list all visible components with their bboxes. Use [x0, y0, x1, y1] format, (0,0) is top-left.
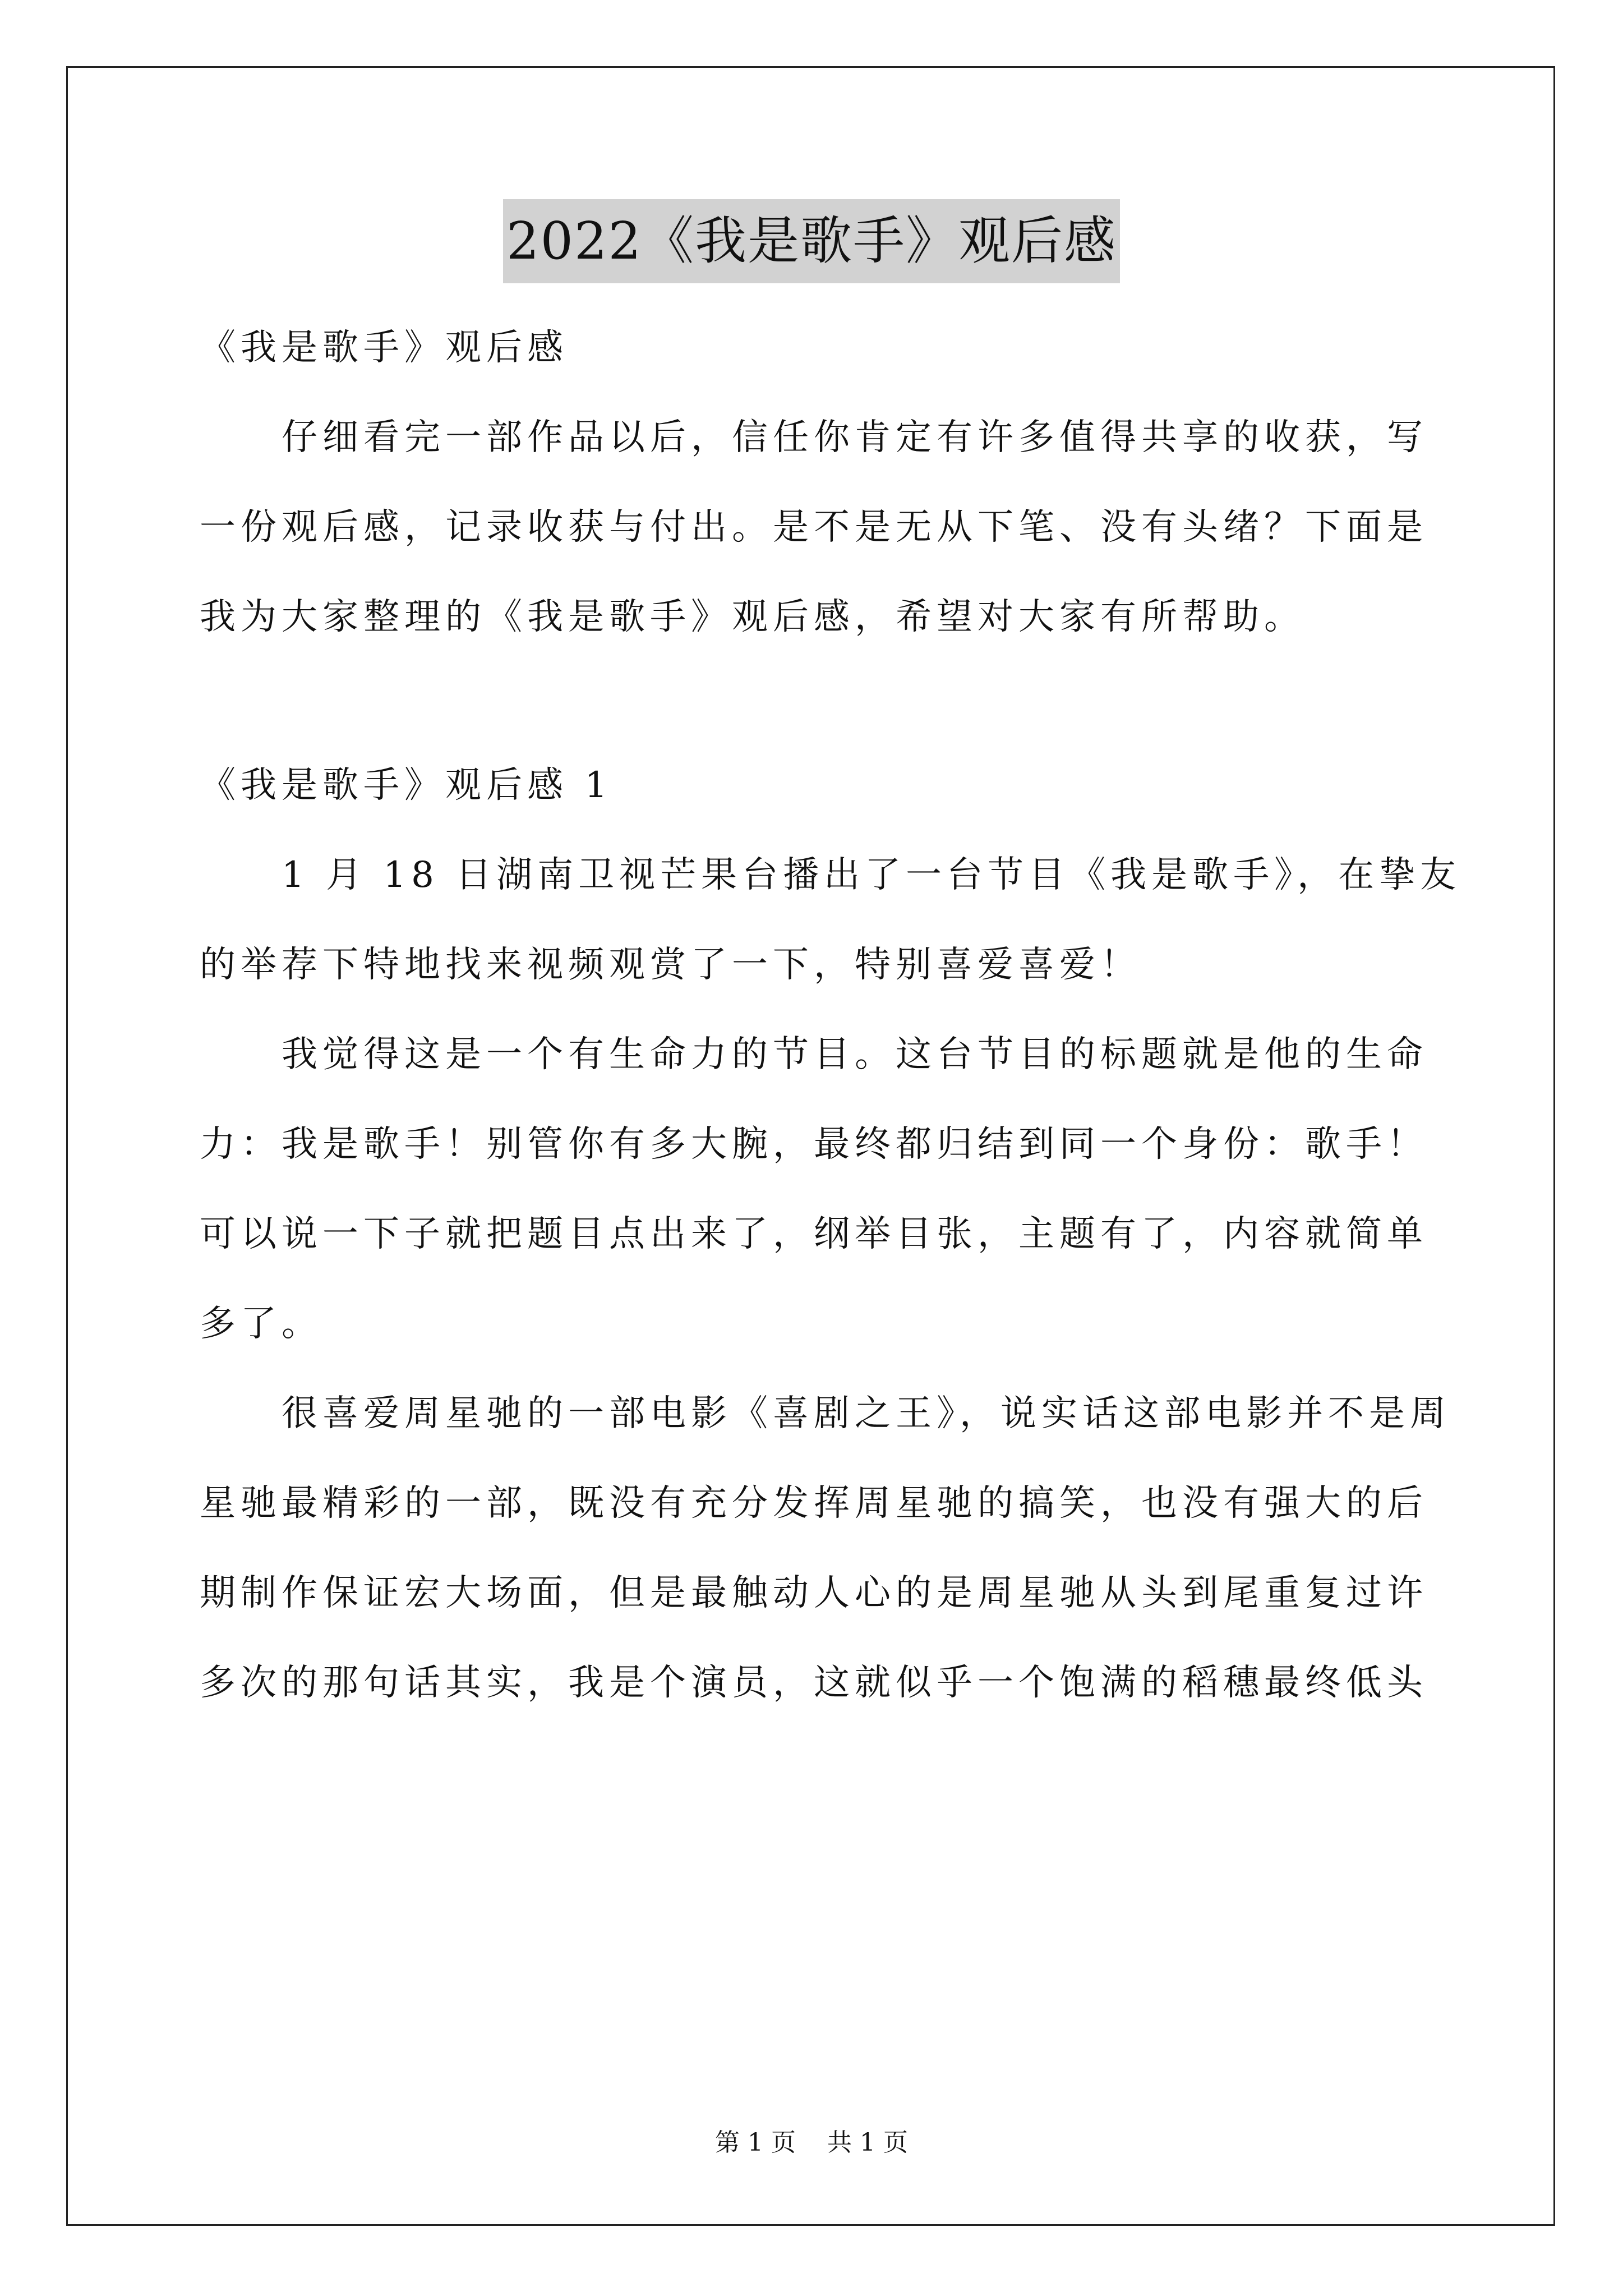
paragraph-line: 力：我是歌手！别管你有多大腕，最终都归结到同一个身份：歌手！ — [200, 1124, 1428, 1165]
paragraph-line: 我觉得这是一个有生命力的节目。这台节目的标题就是他的生命 — [282, 1034, 1428, 1075]
page-footer — [0, 2126, 1623, 2160]
intro-paragraph — [200, 393, 1428, 662]
subtitle: 《我是歌手》观后感 — [200, 327, 568, 369]
paragraph-line: 很喜爱周星驰的一部电影《喜剧之王》，说实话这部电影并不是周 — [282, 1393, 1451, 1434]
intro-line: 我为大家整理的《我是歌手》观后感，希望对大家有所帮助。 — [200, 596, 1305, 638]
page-total: 共 1 页 — [827, 2128, 908, 2157]
paragraph-1 — [200, 830, 1461, 1010]
paragraph-line: 可以说一下子就把题目点出来了，纲举目张，主题有了，内容就简单 — [200, 1213, 1428, 1255]
intro-line: 一份观后感，记录收获与付出。是不是无从下笔、没有头绪？下面是 — [200, 507, 1428, 548]
section-heading: 《我是歌手》观后感 1 — [200, 765, 613, 806]
title-container — [0, 199, 1623, 283]
document-body — [200, 303, 1461, 1728]
page-number: 第 1 页 — [715, 2128, 796, 2157]
intro-line: 仔细看完一部作品以后，信任你肯定有许多值得共享的收获，写 — [282, 417, 1428, 458]
paragraph-line: 期制作保证宏大场面，但是最触动人心的是周星驰从头到尾重复过许 — [200, 1572, 1428, 1614]
spacer — [200, 662, 1428, 740]
paragraph-3 — [200, 1369, 1451, 1728]
paragraph-line: 多次的那句话其实，我是个演员，这就似乎一个饱满的稻穗最终低头 — [200, 1662, 1428, 1704]
paragraph-line: 的举荐下特地找来视频观赏了一下，特别喜爱喜爱！ — [200, 944, 1141, 986]
paragraph-line: 多了。 — [200, 1303, 322, 1345]
paragraph-2 — [200, 1010, 1428, 1369]
paragraph-line: 1 月 18 日湖南卫视芒果台播出了一台节目《我是歌手》，在挚友 — [282, 854, 1461, 896]
document-title: 2022《我是歌手》观后感 — [503, 199, 1120, 283]
paragraph-line: 星驰最精彩的一部，既没有充分发挥周星驰的搞笑，也没有强大的后 — [200, 1483, 1428, 1524]
